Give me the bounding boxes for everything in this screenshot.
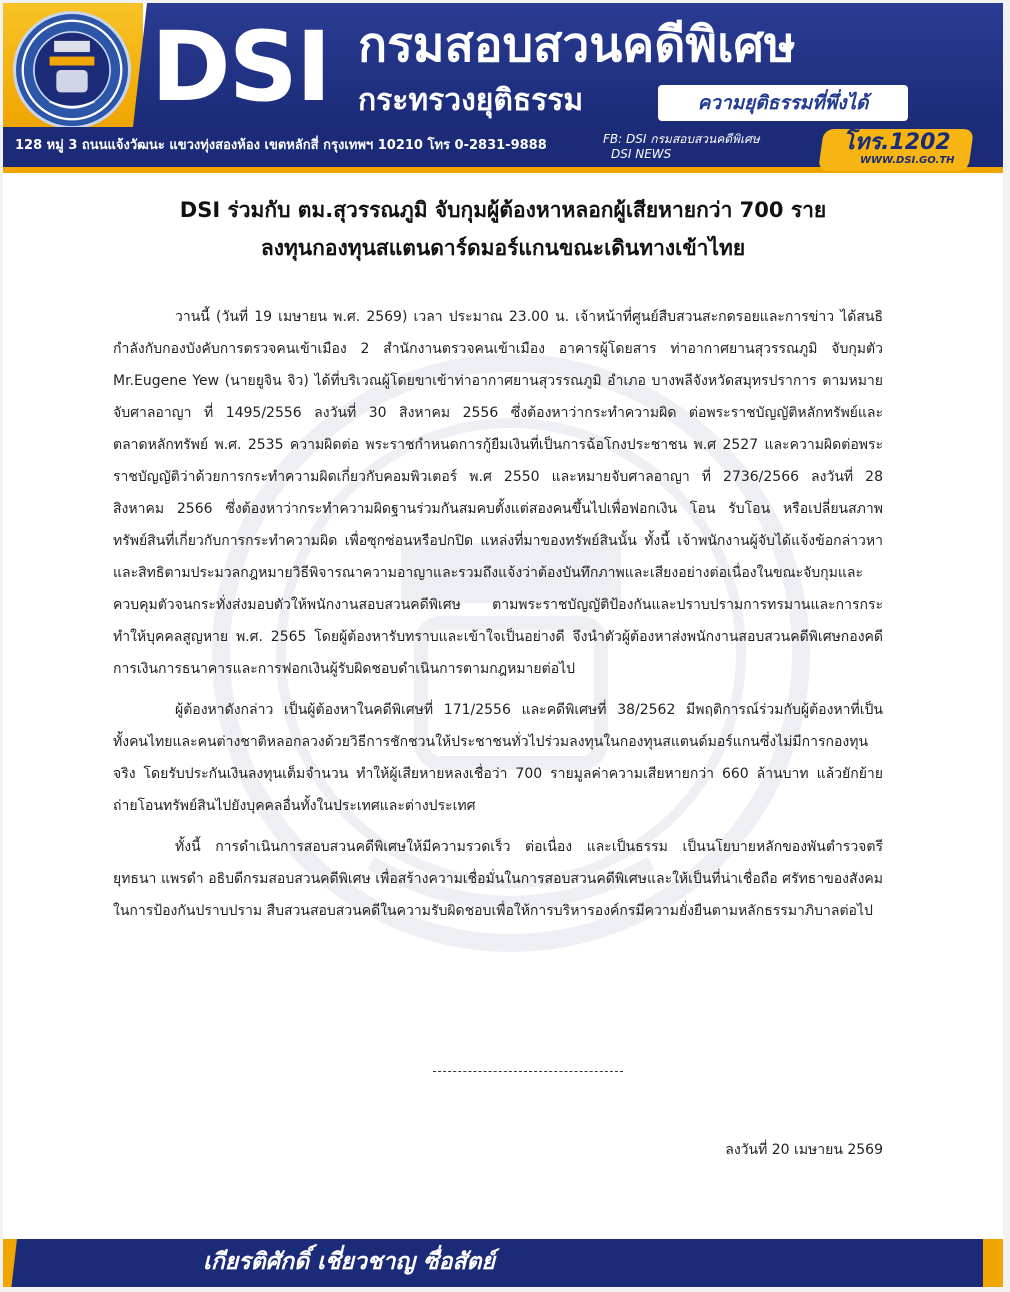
website-link[interactable]: WWW.DSI.GO.TH xyxy=(860,155,955,166)
dsi-seal-icon xyxy=(13,11,131,129)
release-date: ลงวันที่ 20 เมษายน 2569 xyxy=(725,1142,883,1158)
footer-bar xyxy=(3,1239,1003,1287)
hotline-number: โทร.1202 xyxy=(843,130,951,155)
body-paragraph-3: ทั้งนี้ การดำเนินการสอบสวนคดีพิเศษให้มีความรวดเร็ว ต่อเนื่อง และเป็นธรรม เป็นนโยบายหลักของพันตำรวจตรี ยุทธนา แพรดำ อธิบดีกรมสอบสวนคดีพิเศษ เพื่อสร้างความเชื่อมั่นในการสอบสวนคดีพิเศษและให้เป็นที่น่าเชื่อถือ ศรัทธาของสังคมในการป้องกันปราบปราม สืบสวนสอบสวนคดีในความรับผิดชอบเพื่อให้การบริหารองค์กรมีความยั่งยืนตามหลักธรรมาภิบาลต่อไป xyxy=(113,839,883,919)
footer-left-stripe xyxy=(3,1239,17,1287)
press-release-page xyxy=(3,3,1003,1287)
org-name: กรมสอบสวนคดีพิเศษ xyxy=(358,17,796,73)
slogan-badge xyxy=(658,85,908,121)
facebook-line-1: FB: DSI กรมสอบสวนคดีพิเศษ xyxy=(603,132,760,146)
footer-motto: เกียรติศักดิ์ เชี่ยวชาญ ซื่อสัตย์ xyxy=(203,1249,495,1275)
slogan-text: ความยุติธรรมที่พึ่งได้ xyxy=(697,92,869,114)
headline-line-2: ลงทุนกองทุนสแตนดาร์ดมอร์แกนขณะเดินทางเข้าไทย xyxy=(260,236,746,260)
body-paragraph-2: ผู้ต้องหาดังกล่าว เป็นผู้ต้องหาในคดีพิเศษที่ 171/2556 และคดีพิเศษที่ 38/2562 มีพฤติการณ์ร่วมกับผู้ต้องหาที่เป็นทั้งคนไทยและคนต่างชาติหลอกลวงด้วยวิธีการชักชวนให้ประชาชนทั่วไปร่วมลงทุนในกองทุนสแตนด์มอร์แกนซึ่งไม่มีการกองทุนจริง โดยรับประกันเงินลงทุนเต็มจำนวน ทำให้ผู้เสียหายหลงเชื่อว่า 700 รายมูลค่าความเสียหายกว่า 660 ล้านบาท แล้วยักย้ายถ่ายโอนทรัพย์สินไปยังบุคคลอื่นทั้งในประเทศและต่างประเทศ xyxy=(113,702,883,814)
dsi-logo-text: DSI xyxy=(151,11,330,123)
press-headline xyxy=(3,191,1003,267)
body-paragraph-1: วานนี้ (วันที่ 19 เมษายน พ.ศ. 2569) เวลา ประมาณ 23.00 น. เจ้าหน้าที่ศูนย์สืบสวนสะกดรอยและการข่าว ได้สนธิกำลังกับกองบังคับการตรวจคนเข้าเมือง 2 สำนักงานตรวจคนเข้าเมือง อาคารผู้โดยสาร ท่าอากาศยานสุวรรณภูมิ จับกุมตัว Mr.Eugene Yew (นายยูจิน จิว) ได้ที่บริเวณผู้โดยขาเข้าท่าอากาศยานสุวรรณภูมิ อำเภอ บางพลีจังหวัดสมุทรปราการ ตามหมายจับศาลอาญา ที่ 1495/2556 ลงวันที่ 30 สิงหาคม 2556 ซึ่งต้องหาว่ากระทำความผิด ต่อพระราชบัญญัติหลักทรัพย์และตลาดหลักทรัพย์ พ.ศ. 2535 ความผิดต่อ พระราชกำหนดการกู้ยืมเงินที่เป็นการฉ้อโกงประชาชน พ.ศ 2527 และความผิดต่อพระราชบัญญัติว่าด้วยการกระทำความผิดเกี่ยวกับคอมพิวเตอร์ พ.ศ 2550 และหมายจับศาลอาญา ที่ 2736/2566 ลงวันที่ 28 สิงหาคม 2566 ซึ่งต้องหาว่ากระทำความผิดฐานร่วมกันสมคบตั้งแต่สองคนขึ้นไปเพื่อฟอกเงิน โอน รับโอน หรือเปลี่ยนสภาพทรัพย์สินที่เกี่ยวกับการกระทำความผิด เพื่อซุกซ่อนหรือปกปิด แหล่งที่มาของทรัพย์สินนั้น ทั้งนี้ เจ้าพนักงานผู้จับได้แจ้งข้อกล่าวหา และสิทธิตามประมวลกฎหมายวิธีพิจารณาความอาญาและรวมถึงแจ้งว่าต้องบันทึกภาพและเสียงอย่างต่อเนื่องในขณะจับกุมและควบคุมตัวจนกระทั่งส่งมอบตัวให้พนักงานสอบสวนคดีพิเศษ ตามพระราชบัญญัติป้องกันและปราบปรามการทรมานและการกระทำให้บุคคลสูญหาย พ.ศ. 2565 โดยผู้ต้องหารับทราบและเข้าใจเป็นอย่างดี จึงนำตัวผู้ต้องหาส่งพนักงานสอบสวนคดีพิเศษกองคดีการเงินการธนาคารและการฟอกเงินผู้รับผิดชอบดำเนินการตามกฎหมายต่อไป xyxy=(113,309,883,677)
address-text: 128 หมู่ 3 ถนนแจ้งวัฒนะ แขวงทุ่งสองห้อง เขตหลักสี่ กรุงเทพฯ 10210 โทร 0-2831-9888 xyxy=(15,138,547,153)
ministry-name: กระทรวงยุติธรรม xyxy=(358,83,584,118)
headline-line-1: DSI ร่วมกับ ตม.สุวรรณภูมิ จับกุมผู้ต้องหาหลอกผู้เสียหายกว่า 700 ราย xyxy=(179,198,827,222)
letterhead xyxy=(3,3,1003,175)
press-body xyxy=(113,301,883,936)
facebook-info xyxy=(603,132,760,162)
closing-divider xyxy=(433,1071,623,1072)
facebook-line-2: DSI NEWS xyxy=(611,147,672,161)
footer-right-stripe xyxy=(983,1239,1003,1287)
